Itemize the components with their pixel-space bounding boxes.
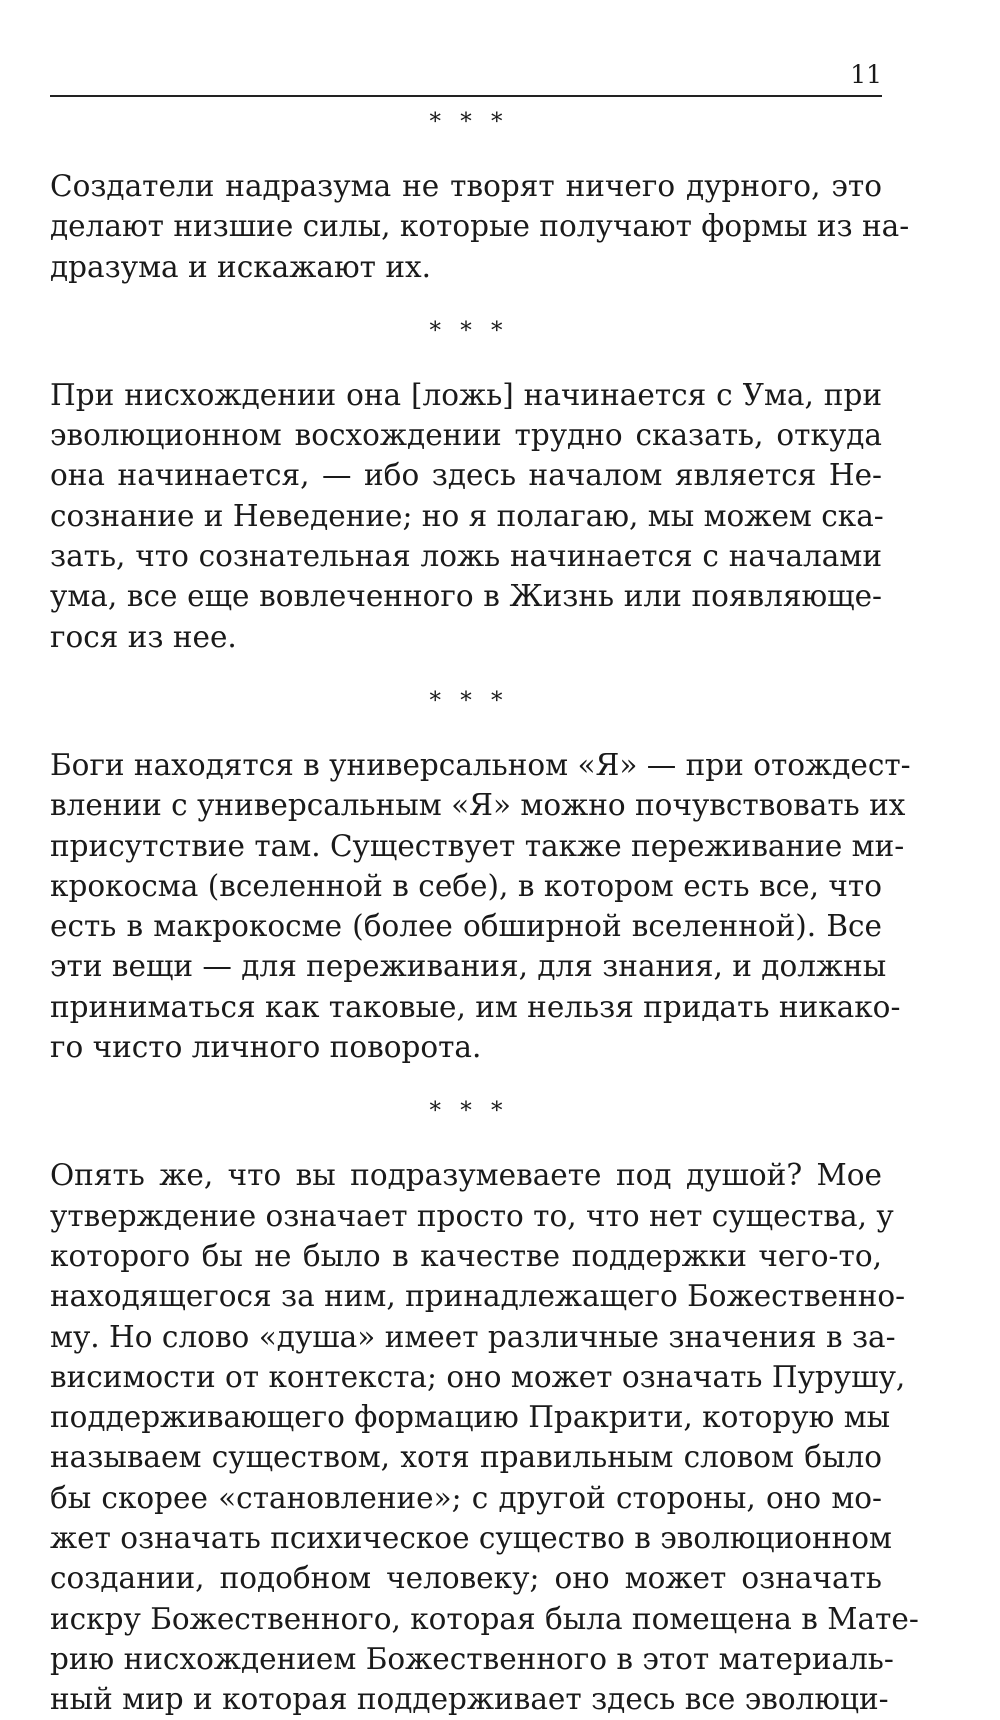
- text-line: называем существом, хотя правильным словом было: [50, 1440, 882, 1475]
- text-line: сознание и Неведение; но я полагаю, мы можем ска-: [50, 498, 884, 533]
- text-line: му. Но слово «душа» имеет различные значения в за-: [50, 1319, 896, 1354]
- page-number: 11: [850, 60, 882, 89]
- text-line: делают низшие силы, которые получают формы из на-: [50, 209, 910, 244]
- text-line: влении с универсальным «Я» можно почувствовать их: [50, 788, 906, 823]
- text-line: дразума и искажают их.: [50, 249, 432, 284]
- text-line: жет означать психическое существо в эволюционном: [50, 1521, 892, 1556]
- text-line: есть в макрокосме (более обширной вселенной). Все: [50, 909, 882, 944]
- text-line: утверждение означает просто то, что нет существа, у: [50, 1198, 894, 1233]
- text-line: ума, все еще вовлеченного в Жизнь или появляюще-: [50, 579, 882, 614]
- page-body: [50, 104, 919, 1720]
- text-line: Опять же, что вы подразумеваете под душой? Мое: [50, 1158, 882, 1193]
- text-line: При нисхождении она [ложь] начинается с Ума, при: [50, 377, 882, 412]
- text-line: Боги находятся в универсальном «Я» — при отождест-: [50, 747, 911, 782]
- text-line: приниматься как таковые, им нельзя придать никако-: [50, 989, 901, 1024]
- text-line: ный мир и которая поддерживает здесь все эволюци-: [50, 1682, 889, 1717]
- paragraph-2: [50, 375, 882, 657]
- text-line: го чисто личного поворота.: [50, 1030, 482, 1065]
- text-line: присутствие там. Существует также переживание ми-: [50, 828, 905, 863]
- paragraph-1: [50, 166, 910, 287]
- text-line: рию нисхождением Божественного в этот материаль-: [50, 1641, 894, 1676]
- text-line: эти вещи — для переживания, для знания, и должны: [50, 949, 887, 984]
- text-line: создании, подобном человеку; оно может означать: [50, 1561, 882, 1596]
- paragraph-4: [50, 1155, 919, 1719]
- text-line: которого бы не было в качестве поддержки чего-то,: [50, 1238, 882, 1273]
- text-line: эволюционном восхождении трудно сказать, откуда: [50, 418, 882, 453]
- text-line: висимости от контекста; оно может означать Пурушу,: [50, 1359, 906, 1394]
- text-line: она начинается, — ибо здесь началом является Не-: [50, 458, 882, 493]
- text-line: Создатели надразума не творят ничего дурного, это: [50, 169, 882, 203]
- text-line: искру Божественного, которая была помещена в Мате-: [50, 1601, 919, 1636]
- section-separator: * * *: [429, 109, 509, 135]
- paragraph-3: [50, 745, 911, 1067]
- header-rule: [50, 95, 882, 97]
- section-separator: * * *: [429, 687, 509, 714]
- text-line: крокосма (вселенной в себе), в котором есть все, что: [50, 868, 882, 903]
- section-separator: * * *: [429, 1098, 509, 1125]
- text-line: гося из нее.: [50, 619, 237, 654]
- text-line: находящегося за ним, принадлежащего Божественно-: [50, 1279, 906, 1314]
- text-line: поддерживающего формацию Пракрити, которую мы: [50, 1400, 891, 1435]
- text-line: бы скорее «становление»; с другой стороны, оно мо-: [50, 1480, 882, 1515]
- text-line: зать, что сознательная ложь начинается с началами: [50, 539, 882, 574]
- section-separator: * * *: [429, 317, 509, 344]
